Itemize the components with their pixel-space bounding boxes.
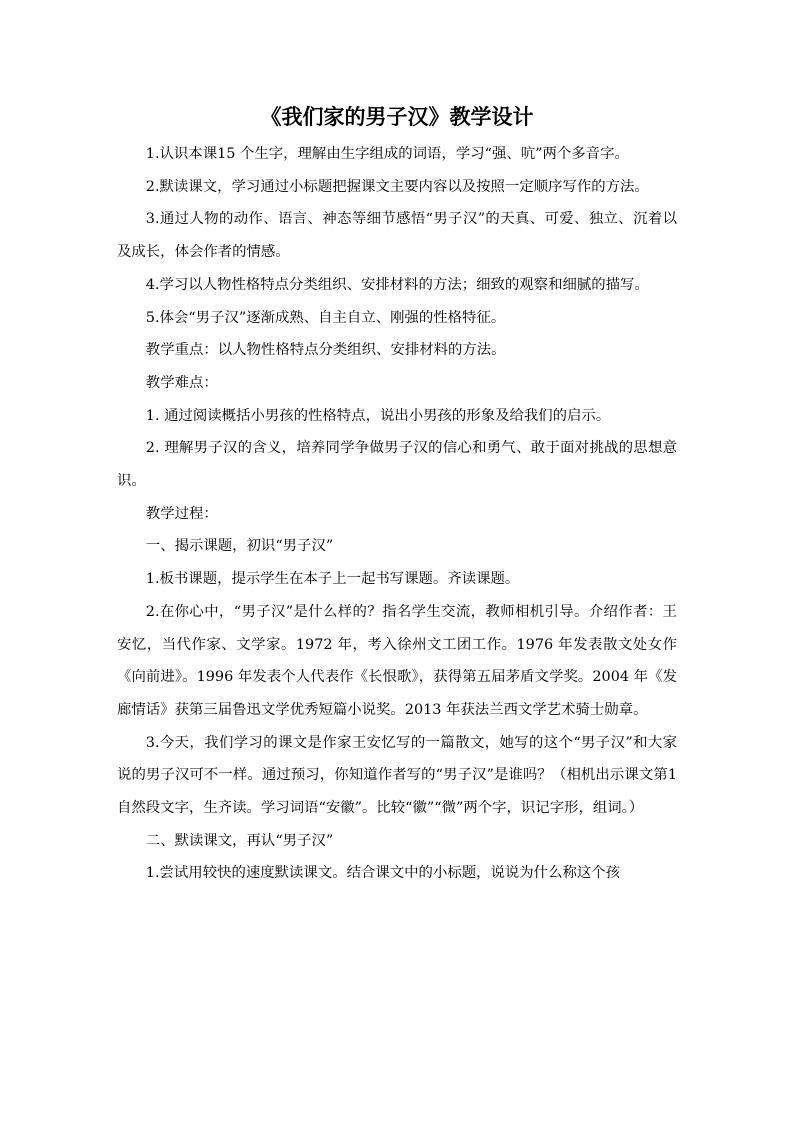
difficulty-heading: 教学难点： bbox=[145, 374, 218, 391]
document-body bbox=[117, 138, 677, 890]
difficulty-2: 2. 理解男子汉的含义，培养同学争做男子汉的信心和勇气、敢于面对挑战的思想意识。 bbox=[117, 440, 677, 490]
objective-5: 5.体会“男子汉”逐渐成熟、自主自立、刚强的性格特征。 bbox=[145, 309, 506, 326]
section-2-step-1: 1.尝试用较快的速度默读课文。结合课文中的小标题，说说为什么称这个孩 bbox=[145, 865, 621, 882]
objective-2: 2.默读课文，学习通过小标题把握课文主要内容以及按照一定顺序写作的方法。 bbox=[145, 178, 649, 195]
process-heading: 教学过程： bbox=[145, 505, 218, 522]
section-2-heading: 二、默读课文，再认“男子汉” bbox=[145, 832, 334, 849]
section-1-step-2: 2.在你心中，“男子汉”是什么样的？指名学生交流，教师相机引导。介绍作者：王安忆，当代作家、文学家。1972 年，考入徐州文工团工作。1976 年发表散文处女作《向前进》。1996 年发表个人代表作《长恨歌》，获得第五届茅盾文学奖。2004 年《发廊情话》获第三届鲁迅文学优秀短篇小说奖。2013 年获法兰西文学艺术骑士勋章。 bbox=[117, 603, 677, 718]
document-title: 《我们家的男子汉》教学设计 bbox=[260, 105, 534, 129]
objective-1: 1.认识本课15 个生字，理解由生字组成的词语，学习“强、吭”两个多音字。 bbox=[145, 146, 629, 162]
section-1-step-1: 1.板书课题，提示学生在本子上一起书写课题。齐读课题。 bbox=[145, 571, 520, 588]
key-point: 教学重点：以人物性格特点分类组织、安排材料的方法。 bbox=[145, 342, 506, 359]
section-1-heading: 一、揭示课题，初识“男子汉” bbox=[145, 538, 334, 555]
objective-3: 3.通过人物的动作、语言、神态等细节感悟“男子汉”的天真、可爱、独立、沉着以及成长，体会作者的情感。 bbox=[117, 211, 677, 261]
section-1-step-3: 3.今天，我们学习的课文是作家王安忆写的一篇散文，她写的这个“男子汉”和大家说的男子汉可不一样。通过预习，你知道作者写的“男子汉”是谁吗？（相机出示课文第1 自然段文字，生齐读。学习词语“安徽”。比较“徽”“微”两个字，识记字形，组词。） bbox=[117, 734, 677, 817]
objective-4: 4.学习以人物性格特点分类组织、安排材料的方法；细致的观察和细腻的描写。 bbox=[145, 276, 649, 293]
difficulty-1: 1. 通过阅读概括小男孩的性格特点，说出小男孩的形象及给我们的启示。 bbox=[145, 407, 611, 424]
